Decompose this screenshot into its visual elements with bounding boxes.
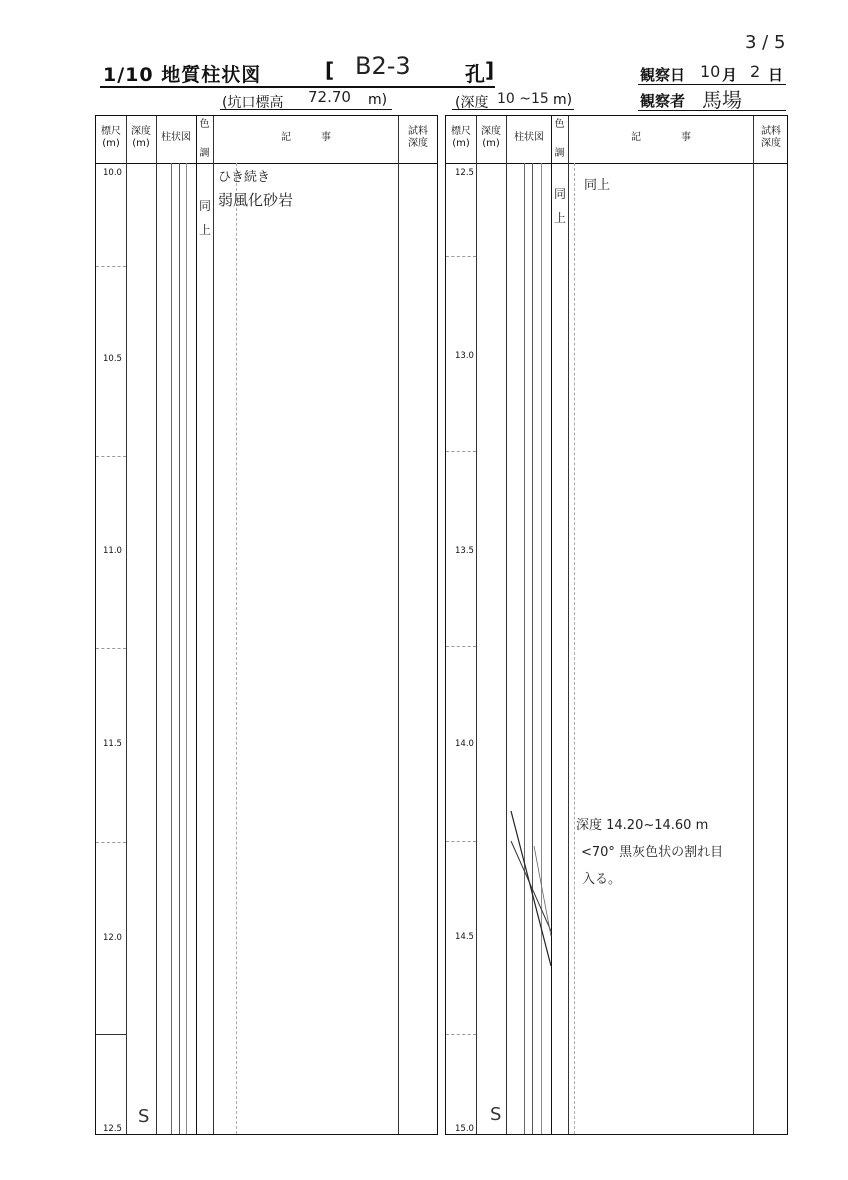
elevation-unit: m) — [368, 92, 388, 108]
depth-label: 10.5 — [103, 354, 122, 364]
observer-name: 馬場 — [702, 88, 742, 112]
col-column-log: 柱状図 — [514, 132, 544, 143]
color-note-same: 同 上 — [198, 199, 211, 237]
date-label: 観察日 — [640, 66, 686, 84]
depth-label: 14.0 — [455, 739, 474, 749]
remark-line: <70° 黒灰色状の割れ目 — [581, 845, 724, 860]
remark-line: ひき続き — [218, 170, 271, 185]
depth-label: 10.0 — [103, 168, 122, 178]
col-sample: 試料 深度 — [761, 126, 781, 149]
col-scale: 標尺 (m) — [101, 126, 121, 149]
depth-label: 15.0 — [455, 1124, 474, 1134]
bracket-close: ] — [485, 58, 495, 82]
depth-label: 11.0 — [103, 546, 122, 556]
page-title: 1/10 地質柱状図 — [103, 64, 262, 86]
squiggle-mark: S — [490, 1104, 502, 1125]
hole-suffix: 孔 — [465, 62, 485, 86]
date-day-unit: 日 — [768, 66, 784, 84]
remark-line: 入る。 — [582, 872, 622, 887]
col-color-bottom: 調 — [199, 148, 210, 159]
depth-label: 14.5 — [455, 932, 474, 942]
squiggle-mark: S — [138, 1106, 150, 1127]
color-note-same: 同 上 — [553, 187, 566, 225]
col-column-log: 柱状図 — [161, 132, 191, 143]
fracture-lines — [506, 806, 556, 976]
col-scale: 標尺 (m) — [451, 126, 471, 149]
col-remarks-1: 記 — [631, 132, 641, 143]
col-remarks-2: 事 — [321, 132, 331, 143]
remark-line: 深度 14.20~14.60 m — [576, 818, 709, 833]
date-month: 10 — [700, 62, 721, 81]
col-sample: 試料 深度 — [408, 126, 428, 149]
left-log-panel — [95, 115, 438, 1135]
remark-line: 弱風化砂岩 — [218, 191, 294, 209]
col-depth: 深度 (m) — [481, 126, 501, 149]
col-color-bottom: 調 — [554, 148, 565, 159]
title-underline — [100, 86, 495, 88]
depth-range-label: (深度 — [455, 95, 489, 111]
date-day: 2 — [750, 62, 761, 81]
depth-label: 12.5 — [455, 168, 474, 178]
page-number: 3 / 5 — [745, 32, 786, 53]
elevation-underline — [220, 109, 392, 110]
col-remarks-2: 事 — [681, 132, 691, 143]
col-color-top: 色 — [199, 119, 210, 130]
depth-label: 12.0 — [103, 933, 122, 943]
depth-label: 13.0 — [455, 351, 474, 361]
depth-range-unit: m) — [553, 92, 573, 108]
col-depth: 深度 (m) — [131, 126, 151, 149]
hole-id: B2-3 — [355, 52, 411, 80]
remark-line: 同上 — [584, 178, 611, 193]
date-month-unit: 月 — [722, 66, 738, 84]
depth-label: 11.5 — [103, 739, 122, 749]
depth-range-underline — [452, 109, 574, 110]
depth-range-value: 10 ~15 — [497, 91, 549, 107]
col-remarks-1: 記 — [281, 132, 291, 143]
col-color-top: 色 — [554, 119, 565, 130]
bracket-open: [ — [325, 58, 335, 82]
elevation-value: 72.70 — [308, 88, 351, 106]
depth-label: 12.5 — [103, 1124, 122, 1134]
observer-underline — [638, 110, 786, 111]
right-log-panel — [445, 115, 788, 1135]
elevation-label: (坑口標高 — [222, 95, 284, 111]
depth-label: 13.5 — [455, 546, 474, 556]
observer-label: 観察者 — [640, 92, 686, 110]
